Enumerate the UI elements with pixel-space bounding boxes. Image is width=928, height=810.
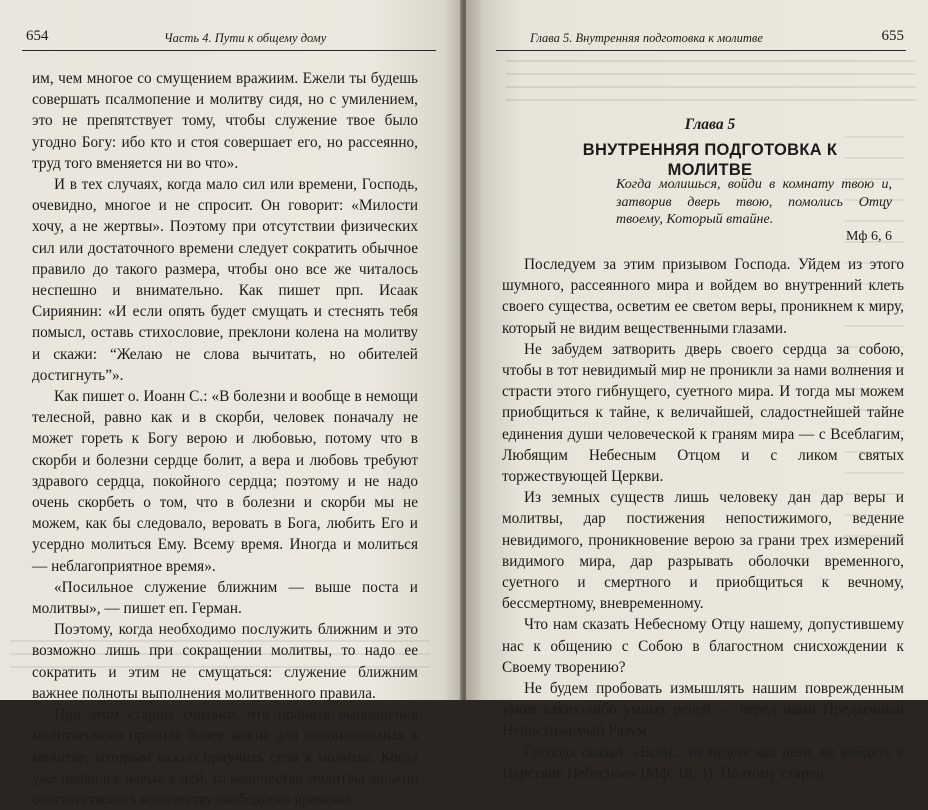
paragraph: «Посильное служение ближним — выше поста и молитвы», — пишет еп. Герман. [32, 578, 418, 618]
paragraph: Поэтому, когда необходимо послужить ближним и это возможно лишь при сокращении молитвы, то надо ее сократить и этим не смущаться: служение ближним важнее полноты выполнения молитвенного правила. [32, 621, 418, 702]
epigraph-reference: Мф 6, 6 [845, 229, 892, 244]
right-body-text [502, 254, 904, 784]
chapter-label: Глава 5 [684, 116, 736, 133]
left-body-text [32, 68, 418, 810]
paragraph: Не будем пробовать измышлять нашим поврежденным умом каких-либо умных речей — перед нами Предвечный Непостижимый Разум. [502, 680, 904, 740]
paragraph: Что нам сказать Небесному Отцу нашему, допустившему нас к общению с Собою в благостном снисхождении к Своему творению? [502, 616, 904, 676]
page-number: 654 [26, 28, 49, 44]
paragraph: Из земных существ лишь человеку дан дар веры и молитвы, дар постижения непостижимого, ведение невидимого, проникновение верою за грани трех измерений видимого мира, дар разрывать оболочки временного, суетного и смертного и приобщиться к вечному, бессмертному, вневременному. [502, 489, 904, 613]
paragraph: Последуем за этим призывом Господа. Уйдем из этого шумного, рассеянного мира и войдем во внутренний клеть своего существа, осветим ее светом веры, проникнем к миру, который не видим вещественными глазами. [502, 256, 904, 337]
paragraph: И в тех случаях, когда мало сил или времени, Господь, очевидно, многое и не спросит. Он говорит: «Милости хочу, а не жертвы». Поэтому при отсутствии физических сил или достаточного времени следует сократить обычное правило до такого размера, чтобы оно все же читалось неспешно и внимательно. Как пишет прп. Исаак Сириянин: «И если опять будет смущать и стеснять тебя помысл, оставь стихословие, преклони колена на молитву и скажи: “Желаю не слова вычитать, но обителей достигнуть”». [32, 176, 418, 384]
chapter-heading [564, 116, 856, 180]
epigraph: Когда молишься, войди в комнату твою и, затворив дверь твою, помолись Отцу твоему, Который втайне. [616, 177, 892, 227]
paragraph: Господь сказал: «Если... не будете как дети, не войдете в Царствие Небесное» (Мф. 18, 3). Поэтому старец [502, 743, 904, 782]
right-page-header [496, 28, 906, 51]
paragraph: Как пишет о. Иоанн С.: «В болезни и вообще в немощи телесной, равно как и в скорби, человек поначалу не может гореть к Богу верою и любовью, потому что в скорби и болезни сердце болит, а вера и любовь требуют здравого сердца, покойного сердца; поэтому и не надо очень скорбеть о том, что в болезни и скорби мы не можем, как бы следовало, веровать в Бога, любить Его и усердно молиться Ему. Всему время. Иногда и молиться — неблагоприятное время». [32, 388, 418, 575]
right-page [466, 0, 928, 782]
left-page-header [22, 28, 436, 51]
page-number: 655 [881, 28, 904, 44]
chapter-title: ВНУТРЕННЯЯ ПОДГОТОВКА К МОЛИТВЕ [582, 141, 838, 179]
paragraph: При этом старцы считают, что полнота выполнения молитвенного правила более важна для новоначальных в молитве, которым важно приучить себя к молитве. Когда уже появился навык к ней, то количество молитвы должно соответствовать количеству свободного времени. [32, 706, 418, 808]
paragraph: им, чем многое со смущением вражиим. Ежели ты будешь совершать псалмопение и молитву сидя, но с умилением, это не препятствует тому, чтобы служение твое было угодно Богу: ибо кто и стоя совершает его, но рассеянно, труд того вменяется ни во что». [32, 70, 418, 172]
paragraph: Не забудем затворить дверь своего сердца за собою, чтобы в тот невидимый мир не проникли за нами волнения и страсти этого гибнущего, суетного мира. И тогда мы можем приобщиться к тайне, к величайшей, сладостнейшей тайне единения души человеческой к граням мира — с Всеблагим, Любящим Небесным Отцом и с ликом святых торжествующей Церкви. [502, 340, 904, 486]
left-page [0, 0, 462, 808]
running-head: Глава 5. Внутренняя подготовка к молитве [530, 31, 763, 45]
bleed-through-texture [506, 60, 916, 112]
running-head: Часть 4. Пути к общему дому [164, 31, 327, 45]
